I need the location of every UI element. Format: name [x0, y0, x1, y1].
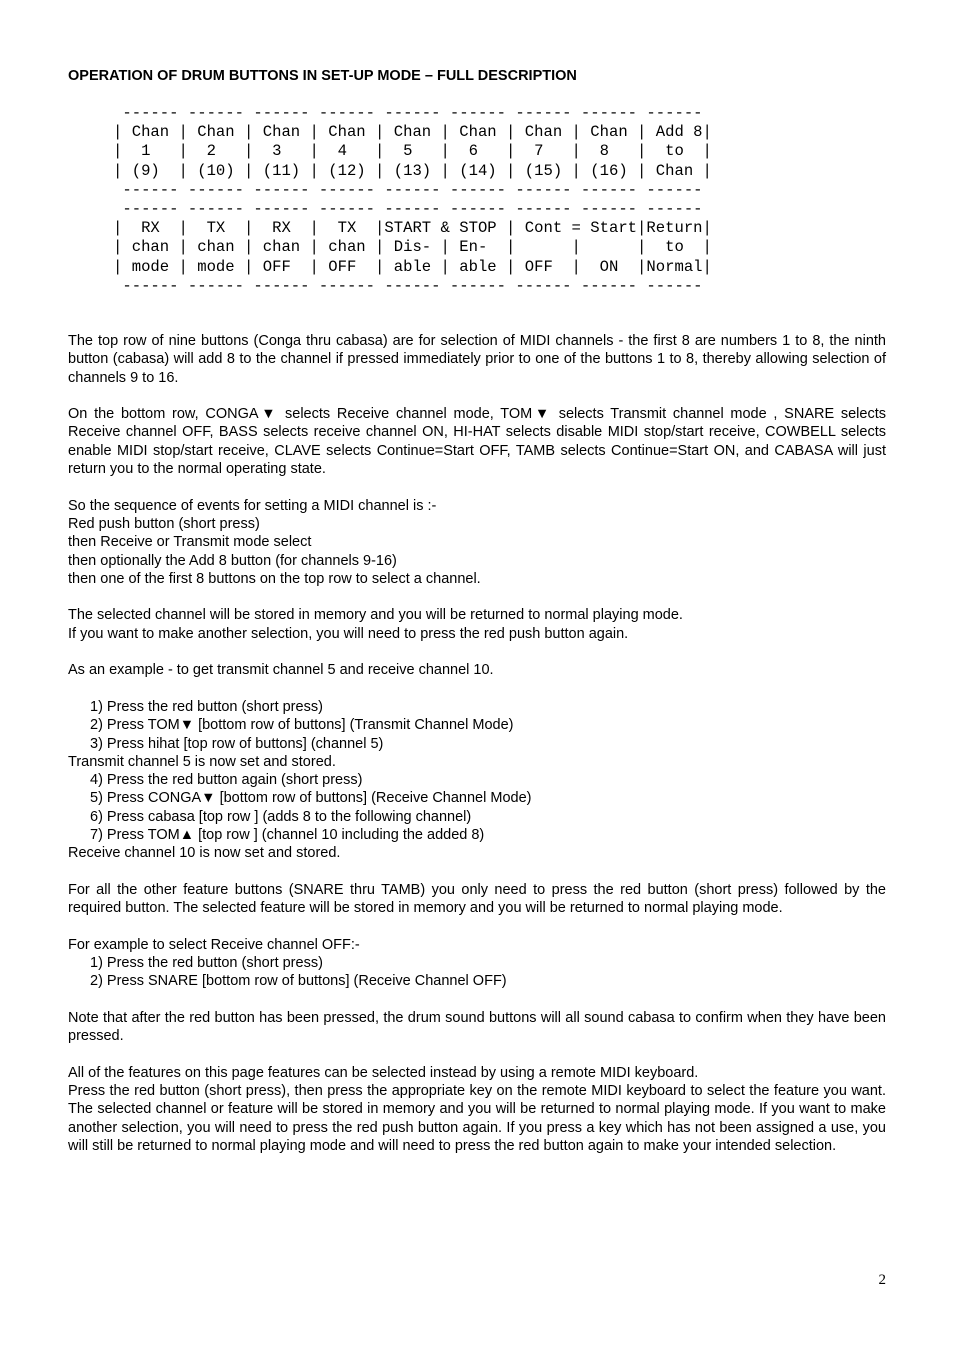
- page-title: OPERATION OF DRUM BUTTONS IN SET-UP MODE – FULL DESCRIPTION: [68, 68, 577, 84]
- paragraph-note: Note that after the red button has been pressed, the drum sound buttons will all sound cabasa to confirm when they have been pressed.: [68, 1009, 886, 1045]
- example-intro: As an example - to get transmit channel 5 and receive channel 10.: [68, 662, 494, 679]
- sequence-line: So the sequence of events for setting a MIDI channel is :-: [68, 497, 437, 514]
- example-step: 5) Press CONGA▼ [bottom row of buttons] (Receive Channel Mode): [90, 790, 532, 807]
- sequence-line: then one of the first 8 buttons on the top row to select a channel.: [68, 570, 481, 587]
- stored-block: [68, 606, 886, 643]
- example2-block: [68, 936, 886, 991]
- example-result: Receive channel 10 is now set and stored.: [68, 845, 341, 862]
- example-step: 1) Press the red button (short press): [90, 698, 323, 715]
- page-number: 2: [878, 1272, 886, 1288]
- sequence-line: then optionally the Add 8 button (for channels 9-16): [68, 552, 397, 569]
- example-step: 4) Press the red button again (short press): [90, 772, 363, 789]
- top-row-button-table: ------ ------ ------ ------ ------ ------ ------ ------ ------ | Chan | Chan | Chan | Chan | Chan | Chan | Chan | Chan | Add 8| | 1 | 2 | 3 | 4 | 5 | 6 | 7 | 8 | to | | (9) | (10) | (11) | (12) | (13) | (14) | (15) | (16) | Chan | ------ ------ ------ ------ ------ ------ ------ ------ ------: [113, 104, 712, 199]
- bottom-row-button-table: ------ ------ ------ ------ ------ ------ ------ ------ ------ | RX | TX | RX | TX |START & STOP | Cont = Start|Return| | chan | chan | chan | chan | Dis- | En- | | | to | | mode | mode | OFF | OFF | able | able | OFF | ON |Normal| ------ ------ ------ ------ ------ ------ ------ ------ ------: [113, 200, 712, 295]
- example2-intro: For example to select Receive channel OFF:-: [68, 936, 360, 953]
- remote-detail: Press the red button (short press), then press the appropriate key on the remote MIDI keyboard to select the feature you want. The selected channel or feature will be stored in memory and you will be returned to normal playing mode. If you want to make another selection, you will need to press the red push button again. If you press a key which has not been assigned a use, you will still be returned to normal playing mode and will need to press the red button again to make your intended selection.: [68, 1083, 886, 1155]
- sequence-block: [68, 497, 886, 588]
- example-step: 2) Press TOM▼ [bottom row of buttons] (Transmit Channel Mode): [90, 717, 514, 734]
- example-steps: [68, 698, 886, 863]
- paragraph-features: For all the other feature buttons (SNARE thru TAMB) you only need to press the red button (short press) followed by the required button. The selected feature will be stored in memory and you will be returned to normal playing mode.: [68, 881, 886, 917]
- example2-step: 2) Press SNARE [bottom row of buttons] (Receive Channel OFF): [90, 973, 507, 990]
- stored-line: The selected channel will be stored in memory and you will be returned to normal playing mode.: [68, 607, 683, 624]
- example-step: 3) Press hihat [top row of buttons] (channel 5): [90, 735, 384, 752]
- sequence-line: then Receive or Transmit mode select: [68, 534, 312, 551]
- paragraph-bottom-row: On the bottom row, CONGA▼ selects Receive channel mode, TOM▼ selects Transmit channel mode , SNARE selects Receive channel OFF, BASS selects receive channel ON, HI-HAT selects disable MIDI stop/start receive, COWBELL selects enable MIDI stop/start receive, CLAVE selects Continue=Start OFF, TAMB selects Continue=Start ON, and CABASA will just return you to the normal operating state.: [68, 406, 886, 478]
- sequence-line: Red push button (short press): [68, 515, 260, 532]
- document-body: [68, 332, 886, 1174]
- example2-step: 1) Press the red button (short press): [90, 955, 323, 972]
- example-step: 6) Press cabasa [top row ] (adds 8 to the following channel): [90, 808, 472, 825]
- example-step: 7) Press TOM▲ [top row ] (channel 10 including the added 8): [90, 827, 485, 844]
- remote-intro: All of the features on this page features can be selected instead by using a remote MIDI keyboard.: [68, 1064, 699, 1081]
- stored-line: If you want to make another selection, you will need to press the red push button again.: [68, 625, 629, 642]
- remote-block: [68, 1064, 886, 1155]
- paragraph-top-row: The top row of nine buttons (Conga thru cabasa) are for selection of MIDI channels - the first 8 are numbers 1 to 8, the ninth button (cabasa) will add 8 to the channel if pressed immediately prior to one of the buttons 1 to 8, thereby allowing selection of channels 9 to 16.: [68, 333, 886, 386]
- example-result: Transmit channel 5 is now set and stored.: [68, 753, 336, 770]
